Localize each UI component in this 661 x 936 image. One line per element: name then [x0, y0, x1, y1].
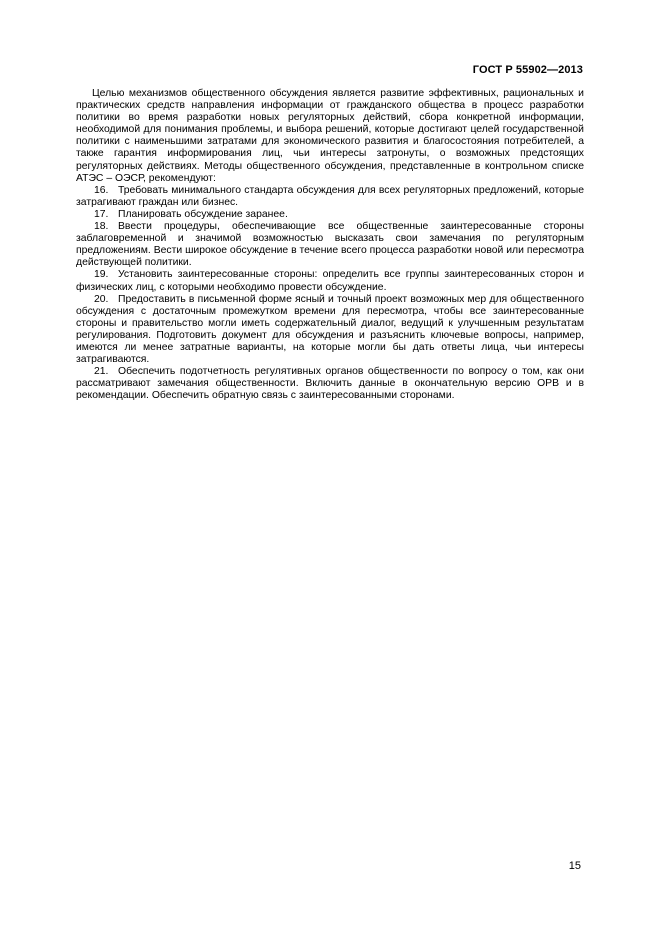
list-item-20: [76, 294, 584, 367]
document-body: [76, 88, 584, 402]
item-number: 19.: [94, 269, 109, 281]
item-number: 20.: [94, 293, 109, 305]
standard-header: ГОСТ Р 55902—2013: [472, 64, 583, 76]
item-number: 18.: [94, 221, 109, 233]
list-item-16: [76, 185, 584, 209]
list-item-18: [76, 221, 584, 269]
item-number: 21.: [94, 366, 109, 378]
item-number: 17.: [94, 208, 109, 220]
item-text: Планировать обсуждение заранее.: [118, 208, 288, 220]
list-item-19: [76, 269, 584, 293]
item-number: 16.: [94, 184, 109, 196]
item-text: Обеспечить подотчетность регулятивных органов общественности по вопросу о том, как они рассматривают замечания общественности. Включить данные в окончательную версию ОРВ и в рекомендации. Обеспечить обратную связь с заинтересованными сторонами.: [76, 366, 584, 402]
list-item-21: [76, 366, 584, 402]
page-number: 15: [568, 860, 581, 872]
item-text: Ввести процедуры, обеспечивающие все общественные заинтересованные стороны заблаговременной и значимой возможностью высказать свои замечания по регуляторным предложениям. Вести широкое обсуждение в течение всего процесса разработки новой или пересмотра действующей политики.: [76, 221, 584, 269]
list-item-17: [76, 209, 584, 221]
item-text: Требовать минимального стандарта обсуждения для всех регуляторных предложений, которые затрагивают граждан или бизнес.: [76, 184, 584, 208]
intro-paragraph: Целью механизмов общественного обсуждения является развитие эффективных, рациональных и практических средств направления информации от гражданского общества в процесс разработки политики во время разработки новых регуляторных действий, сбора конкретной информации, необходимой для понимания проблемы, и выбора решений, которые достигают целей государственной политики с наименьшими затратами для экономического развития и благосостояния потребителей, а также гарантия информирования лиц, чьи интересы затронуты, о возможных предстоящих регуляторных действиях. Методы общественного обсуждения, представленные в контрольном списке АТЭС – ОЭСР, рекомендуют:: [76, 88, 584, 184]
item-text: Установить заинтересованные стороны: определить все группы заинтересованных сторон и физических лиц, с которыми необходимо провести обсуждение.: [76, 269, 584, 293]
item-text: Предоставить в письменной форме ясный и точный проект возможных мер для общественного обсуждения с достаточным промежутком времени для пересмотра, чтобы все заинтересованные стороны и правительство могли иметь содержательный диалог, ведущий к улучшенным результатам регулирования. Подготовить документ для обсуждения и разъяснить ключевые вопросы, например, имеются ли менее затратные варианты, на которые могли бы дать ответы лица, чьи интересы затрагиваются.: [76, 293, 584, 366]
